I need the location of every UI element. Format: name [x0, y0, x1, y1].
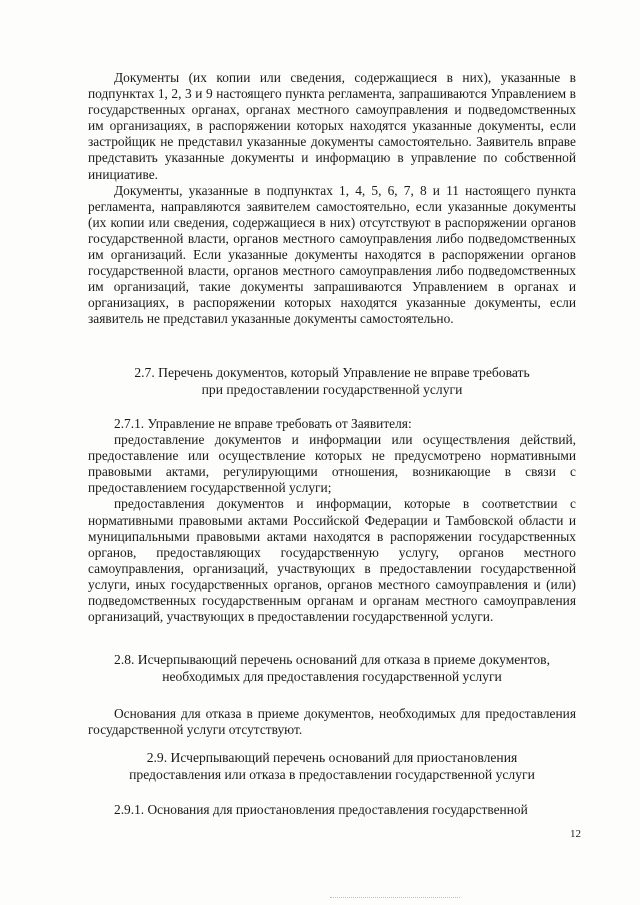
- section-2-6-continuation: [88, 70, 576, 328]
- heading-2-8: [88, 652, 576, 685]
- paragraph: предоставления документов и информации, которые в соответствии с нормативными правовыми актами Российской Федерации и Тамбовской области и муниципальными правовыми актами находятся в распоряжении государственных органов, предоставляющих государственную услугу, органов местного самоуправления, организаций, участвующих в предоставлении государственной услуги, иных государственных органов, органов местного самоуправления и (или) подведомственных государственным органам и органам местного самоуправления организаций, участвующих в предоставлении государственной услуги.: [88, 496, 576, 625]
- section-2-7-1: [88, 416, 576, 625]
- heading-line: при предоставлении государственной услуги: [201, 381, 463, 397]
- paragraph: Документы (их копии или сведения, содержащиеся в них), указанные в подпунктах 1, 2, 3 и 9 настоящего пункта регламента, запрашиваются Управлением в государственных органах, органах местного самоуправления и подведомственных им организациях, в распоряжении которых находятся указанные документы, если застройщик не представил указанные документы самостоятельно. Заявитель вправе представить указанные документы и информацию в управление по собственной инициативе.: [88, 70, 576, 182]
- heading-line: необходимых для предоставления государственной услуги: [162, 668, 502, 684]
- heading-line: 2.9. Исчерпывающий перечень оснований для приостановления: [146, 750, 518, 765]
- heading-2-9: [88, 750, 576, 783]
- page-number: 12: [570, 828, 581, 840]
- heading-line: 2.8. Исчерпывающий перечень оснований для отказа в приеме документов,: [114, 652, 550, 667]
- section-2-9-1: [88, 802, 576, 818]
- heading-line: 2.7. Перечень документов, который Управление не вправе требовать: [134, 365, 530, 380]
- heading-line: предоставления или отказа в предоставлении государственной услуги: [129, 766, 535, 782]
- heading-2-7: [88, 365, 576, 398]
- paragraph: 2.7.1. Управление не вправе требовать от Заявителя:: [114, 416, 412, 431]
- scan-artifact: [330, 897, 460, 902]
- paragraph: Документы, указанные в подпунктах 1, 4, 5, 6, 7, 8 и 11 настоящего пункта регламента, направляются заявителем самостоятельно, если указанные документы (их копии или сведения, содержащиеся в них) отсутствуют в распоряжении органов государственной власти, органов местного самоуправления либо подведомственных им организаций. Если указанные документы находятся в распоряжении органов государственной власти, органов местного самоуправления либо подведомственных им организаций, такие документы запрашиваются Управлением в органах и организациях, в распоряжении которых находятся указанные документы, если заявитель не представил указанные документы самостоятельно.: [88, 182, 576, 327]
- paragraph: предоставление документов и информации или осуществления действий, предоставление или осуществление которых не предусмотрено нормативными правовыми актами, регулирующими отношения, возникающие в связи с предоставлением государственной услуги;: [88, 432, 576, 496]
- section-2-8-body: [88, 706, 576, 738]
- paragraph: Основания для отказа в приеме документов, необходимых для предоставления государственной услуги отсутствуют.: [88, 706, 576, 738]
- paragraph: 2.9.1. Основания для приостановления предоставления государственной: [114, 802, 528, 817]
